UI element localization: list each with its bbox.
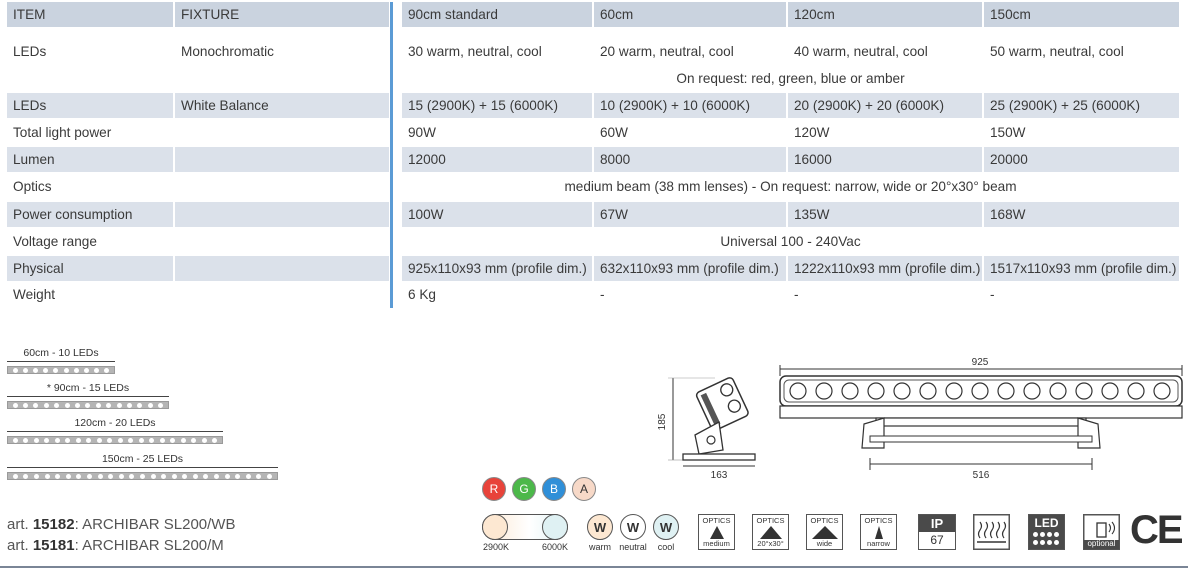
led-strip-60 xyxy=(7,366,115,374)
led-strip-90 xyxy=(7,401,169,409)
cell-120cm: 20 (2900K) + 20 (6000K) xyxy=(788,93,982,118)
led-dot xyxy=(235,474,240,479)
column-divider xyxy=(390,2,393,308)
led-dot xyxy=(64,368,69,373)
dim-185: 185 xyxy=(657,413,668,431)
article-prefix: art. xyxy=(7,537,33,554)
led-dot xyxy=(139,438,144,443)
led-dot xyxy=(137,403,142,408)
row-fixture xyxy=(175,229,389,254)
led-dot xyxy=(65,438,70,443)
lens-circle xyxy=(1076,383,1092,399)
led-dot xyxy=(118,438,123,443)
optional-label: optional xyxy=(1087,539,1116,548)
neutral-label: neutral xyxy=(619,542,647,552)
amber-led-icon: A xyxy=(572,477,596,501)
cell-120cm: 1222x110x93 mm (profile dim.) xyxy=(788,256,982,281)
cell-120cm: 120W xyxy=(794,125,830,140)
beam-icon xyxy=(710,526,724,539)
ce-mark: CE xyxy=(1130,508,1182,552)
led-dot xyxy=(1040,532,1045,537)
lens-circle xyxy=(1024,383,1040,399)
front-view-drawing xyxy=(776,352,1188,484)
cell-90cm: 30 warm, neutral, cool xyxy=(408,44,542,59)
row-item: Total light power xyxy=(13,125,112,140)
led-dot xyxy=(75,403,80,408)
led-dot xyxy=(151,474,156,479)
cool-white-icon: W xyxy=(653,514,679,540)
table-row xyxy=(7,174,1179,199)
led-dot xyxy=(96,403,101,408)
table-row xyxy=(7,202,1179,227)
row-fixture xyxy=(175,256,389,281)
led-dot xyxy=(1033,532,1038,537)
led-strip-150 xyxy=(7,472,278,480)
led-dot xyxy=(23,438,28,443)
led-dot xyxy=(65,403,70,408)
led-dot xyxy=(34,438,39,443)
header-fixture: FIXTURE xyxy=(175,2,389,27)
lens-circle xyxy=(998,383,1014,399)
table-row-note xyxy=(7,66,1179,91)
row-fixture xyxy=(175,147,389,172)
optics-top: OPTICS xyxy=(702,516,731,525)
led-dot xyxy=(23,403,28,408)
led-dot xyxy=(128,438,133,443)
row-item: Optics xyxy=(13,179,52,194)
optics-top: OPTICS xyxy=(864,516,893,525)
led-dot xyxy=(55,438,60,443)
cell-60cm: 10 (2900K) + 10 (6000K) xyxy=(594,93,786,118)
optics-top: OPTICS xyxy=(756,516,785,525)
led-dot xyxy=(1033,540,1038,545)
cell-60cm: 67W xyxy=(594,202,786,227)
ip67-icon xyxy=(918,514,956,550)
led-dot xyxy=(203,474,208,479)
request-note: On request: red, green, blue or amber xyxy=(676,71,905,86)
cell-60cm: 8000 xyxy=(594,147,786,172)
beam-icon xyxy=(760,526,782,539)
table-row xyxy=(7,39,1179,64)
cell-120cm: 40 warm, neutral, cool xyxy=(794,44,928,59)
cool-label: cool xyxy=(657,542,675,552)
cell-90cm: 90W xyxy=(408,125,436,140)
cell-120cm: 16000 xyxy=(788,147,982,172)
led-dot xyxy=(1054,540,1059,545)
row-item: Power consumption xyxy=(7,202,173,227)
lens-circle xyxy=(1128,383,1144,399)
led-grid-icon xyxy=(1033,532,1060,546)
cell-optics-span: medium beam (38 mm lenses) - On request: narrow, wide or 20°x30° beam xyxy=(564,179,1017,194)
table-row xyxy=(7,120,1179,145)
bar-label-60: 60cm - 10 LEDs xyxy=(23,347,99,359)
cool-end-icon xyxy=(542,514,568,540)
led-dot xyxy=(1040,540,1045,545)
led-dot xyxy=(106,403,111,408)
cell-90cm: 12000 xyxy=(402,147,592,172)
table-row xyxy=(7,147,1179,172)
article-name: : ARCHIBAR SL200/WB xyxy=(74,516,236,533)
ip-label: IP xyxy=(919,515,955,532)
header-90cm: 90cm standard xyxy=(402,2,592,27)
header-60cm: 60cm xyxy=(594,2,786,27)
row-item: Lumen xyxy=(7,147,173,172)
led-dot xyxy=(74,368,79,373)
led-dot xyxy=(127,403,132,408)
cell-150cm: 50 warm, neutral, cool xyxy=(990,44,1124,59)
led-dot xyxy=(45,474,50,479)
led-dot xyxy=(13,438,18,443)
cell-120cm: 135W xyxy=(788,202,982,227)
led-dot xyxy=(66,474,71,479)
warm-label: warm xyxy=(589,542,611,552)
article-number: 15181 xyxy=(32,537,75,554)
led-dot xyxy=(53,368,58,373)
bar-dim-line xyxy=(7,431,223,432)
led-dot xyxy=(13,474,18,479)
cell-150cm: 1517x110x93 mm (profile dim.) xyxy=(984,256,1179,281)
optics-bottom: medium xyxy=(703,539,730,548)
cell-90cm: 6 Kg xyxy=(408,287,436,302)
row-fixture xyxy=(175,282,389,307)
led-dot xyxy=(107,438,112,443)
cell-150cm: - xyxy=(990,287,995,302)
row-item: Weight xyxy=(13,287,56,302)
article-line xyxy=(7,516,235,533)
led-dot xyxy=(1047,532,1052,537)
led-dot xyxy=(170,438,175,443)
lens-circle xyxy=(946,383,962,399)
table-row xyxy=(7,229,1179,254)
row-fixture: Monochromatic xyxy=(181,44,274,59)
cct-cool-label: 6000K xyxy=(541,542,569,552)
led-dot xyxy=(33,368,38,373)
optics-20x30-icon xyxy=(752,514,789,550)
led-dot xyxy=(129,474,134,479)
cct-range-icon xyxy=(482,514,568,540)
bar-dim-line xyxy=(7,361,115,362)
optics-bottom: 20°x30° xyxy=(757,539,784,548)
optics-bottom: wide xyxy=(816,539,833,548)
lens-circle xyxy=(920,383,936,399)
bar-dim-line xyxy=(7,467,278,468)
led-dot xyxy=(117,403,122,408)
row-item: Physical xyxy=(7,256,173,281)
led-dot xyxy=(182,474,187,479)
dim-516: 516 xyxy=(972,470,990,481)
bar-label-90: * 90cm - 15 LEDs xyxy=(46,382,130,394)
led-dot xyxy=(148,403,153,408)
led-dot xyxy=(98,474,103,479)
dim-163: 163 xyxy=(710,470,728,481)
header-120cm: 120cm xyxy=(788,2,982,27)
led-dot xyxy=(158,403,163,408)
led-dot xyxy=(13,403,18,408)
cell-60cm: 632x110x93 mm (profile dim.) xyxy=(594,256,786,281)
green-led-icon: G xyxy=(512,477,536,501)
row-fixture: White Balance xyxy=(175,93,389,118)
lens-circle xyxy=(894,383,910,399)
lens-circle xyxy=(790,383,806,399)
led-dot xyxy=(1047,540,1052,545)
heat-dissipation-icon xyxy=(973,514,1010,550)
neutral-white-icon: W xyxy=(620,514,646,540)
led-dot xyxy=(85,403,90,408)
led-dot xyxy=(225,474,230,479)
warm-end-icon xyxy=(482,514,508,540)
cell-60cm: - xyxy=(600,287,605,302)
led-dot xyxy=(193,474,198,479)
led-dot xyxy=(94,368,99,373)
optics-narrow-icon xyxy=(860,514,897,550)
led-dot xyxy=(44,438,49,443)
led-dot xyxy=(13,368,18,373)
cell-60cm: 20 warm, neutral, cool xyxy=(600,44,734,59)
led-dot xyxy=(256,474,261,479)
led-label: LED xyxy=(1034,516,1059,530)
bar-label-150: 150cm - 25 LEDs xyxy=(101,453,184,465)
led-dot xyxy=(86,438,91,443)
article-prefix: art. xyxy=(7,516,33,533)
row-item: LEDs xyxy=(13,44,47,59)
led-dot xyxy=(191,438,196,443)
led-dot xyxy=(172,474,177,479)
row-fixture xyxy=(175,174,389,199)
beam-icon xyxy=(812,526,838,539)
led-dot xyxy=(104,368,109,373)
optics-bottom: narrow xyxy=(867,539,890,548)
led-dot xyxy=(43,368,48,373)
table-row xyxy=(7,93,1179,118)
led-dot xyxy=(97,438,102,443)
row-fixture xyxy=(175,120,389,145)
cell-60cm: 60W xyxy=(600,125,628,140)
row-item: LEDs xyxy=(7,93,173,118)
table-header-row xyxy=(7,2,1179,27)
cct-warm-label: 2900K xyxy=(482,542,510,552)
lens-circle xyxy=(972,383,988,399)
cell-90cm: 100W xyxy=(402,202,592,227)
led-dot xyxy=(76,474,81,479)
led-dot xyxy=(160,438,165,443)
optics-medium-icon xyxy=(698,514,735,550)
led-dot xyxy=(1054,532,1059,537)
led-dot xyxy=(149,438,154,443)
cell-150cm: 25 (2900K) + 25 (6000K) xyxy=(984,93,1179,118)
led-strip-120 xyxy=(7,436,223,444)
article-line xyxy=(7,537,224,554)
side-view-drawing xyxy=(655,360,765,485)
led-dot xyxy=(214,474,219,479)
table-row xyxy=(7,256,1179,281)
lens-circle xyxy=(1050,383,1066,399)
led-dot xyxy=(33,403,38,408)
led-dot xyxy=(119,474,124,479)
warm-white-icon: W xyxy=(587,514,613,540)
optics-top: OPTICS xyxy=(810,516,839,525)
optics-wide-icon xyxy=(806,514,843,550)
led-dot xyxy=(161,474,166,479)
led-dot xyxy=(23,368,28,373)
cell-90cm: 15 (2900K) + 15 (6000K) xyxy=(402,93,592,118)
led-dot xyxy=(202,438,207,443)
bar-label-120: 120cm - 20 LEDs xyxy=(74,417,156,429)
header-150cm: 150cm xyxy=(984,2,1179,27)
lens-circle xyxy=(816,383,832,399)
led-dot xyxy=(84,368,89,373)
led-dot xyxy=(55,474,60,479)
led-dot xyxy=(76,438,81,443)
blue-led-icon: B xyxy=(542,477,566,501)
beam-icon xyxy=(875,526,883,539)
led-dot xyxy=(267,474,272,479)
article-number: 15182 xyxy=(32,516,75,533)
led-dot xyxy=(246,474,251,479)
ip-value: 67 xyxy=(930,533,944,547)
led-icon xyxy=(1028,514,1065,550)
led-dot xyxy=(23,474,28,479)
led-dot xyxy=(212,438,217,443)
cell-150cm: 168W xyxy=(984,202,1179,227)
cell-150cm: 20000 xyxy=(984,147,1179,172)
article-name: : ARCHIBAR SL200/M xyxy=(74,537,224,554)
led-dot xyxy=(34,474,39,479)
header-item: ITEM xyxy=(7,2,173,27)
bar-dim-line xyxy=(7,396,169,397)
lens-circle xyxy=(842,383,858,399)
led-dot xyxy=(140,474,145,479)
led-dot xyxy=(54,403,59,408)
red-led-icon: R xyxy=(482,477,506,501)
cell-120cm: - xyxy=(794,287,799,302)
lens-circle xyxy=(1102,383,1118,399)
row-fixture xyxy=(175,202,389,227)
lens-circle xyxy=(868,383,884,399)
led-dot xyxy=(87,474,92,479)
cell-90cm: 925x110x93 mm (profile dim.) xyxy=(402,256,592,281)
table-row xyxy=(7,282,1179,307)
led-dot xyxy=(181,438,186,443)
led-dot xyxy=(44,403,49,408)
cell-voltage-span: Universal 100 - 240Vac xyxy=(720,234,861,249)
dim-925: 925 xyxy=(971,357,989,368)
led-dot xyxy=(108,474,113,479)
cell-150cm: 150W xyxy=(990,125,1026,140)
lens-circle xyxy=(1154,383,1170,399)
row-item: Voltage range xyxy=(13,234,97,249)
